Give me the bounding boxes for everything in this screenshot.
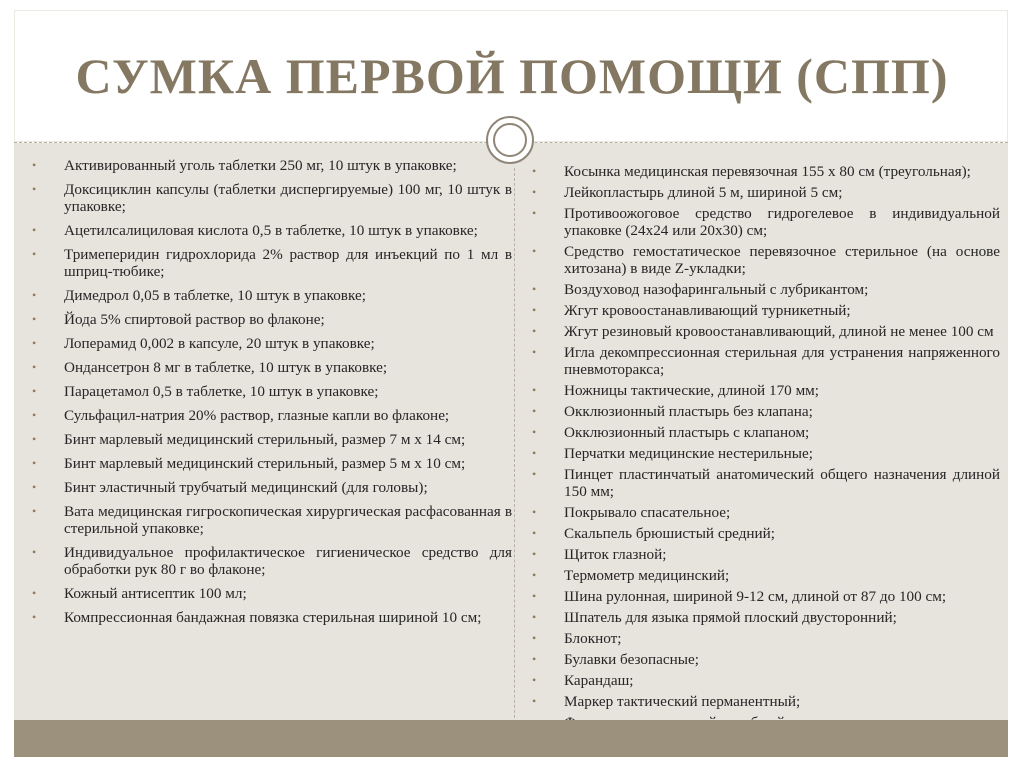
list-item — [530, 382, 1000, 399]
list-item-text: Кожный антисептик 100 мл; — [64, 585, 247, 602]
list-item-text: Противоожоговое средство гидрогелевое в индивидуальной упаковке (24х24 или 20х30) см; — [564, 205, 1000, 239]
list-item — [530, 302, 1000, 319]
bullet-icon: • — [32, 432, 37, 446]
bullet-icon: • — [532, 610, 537, 624]
list-item-text: Щиток глазной; — [564, 546, 667, 563]
bullet-icon: • — [32, 384, 37, 398]
bullet-icon: • — [532, 467, 537, 481]
list-item — [30, 407, 512, 424]
list-item — [530, 588, 1000, 605]
bullet-icon: • — [32, 408, 37, 422]
list-item-text: Термометр медицинский; — [564, 567, 730, 584]
column-divider — [514, 168, 515, 748]
slide-title: СУМКА ПЕРВОЙ ПОМОЩИ (СПП) — [75, 48, 949, 104]
bullet-icon: • — [32, 223, 37, 237]
list-item — [530, 281, 1000, 298]
list-item — [30, 585, 512, 602]
bullet-icon: • — [532, 282, 537, 296]
bullet-icon: • — [32, 288, 37, 302]
list-item-text: Шпатель для языка прямой плоский двусторонний; — [564, 609, 897, 626]
list-item-text: Косынка медицинская перевязочная 155 х 80 см (треугольная); — [564, 163, 971, 180]
list-item-text: Парацетамол 0,5 в таблетке, 10 штук в упаковке; — [64, 383, 379, 400]
bottom-bar — [14, 720, 1008, 757]
list-item-text: Ацетилсалициловая кислота 0,5 в таблетке, 10 штук в упаковке; — [64, 222, 478, 239]
list-item-text: Сульфацил-натрия 20% раствор, глазные капли во флаконе; — [64, 407, 450, 424]
bullet-icon: • — [32, 504, 37, 518]
bullet-icon: • — [32, 456, 37, 470]
list-item — [30, 287, 512, 304]
list-item — [530, 403, 1000, 420]
bullet-icon: • — [532, 446, 537, 460]
bullet-icon: • — [532, 589, 537, 603]
list-item-text: Лейкопластырь длиной 5 м, шириной 5 см; — [564, 184, 843, 201]
list-item-text: Йода 5% спиртовой раствор во флаконе; — [64, 311, 325, 328]
list-item — [30, 479, 512, 496]
list-item — [30, 181, 512, 215]
list-item — [30, 431, 512, 448]
list-item-text: Бинт марлевый медицинский стерильный, размер 5 м х 10 см; — [64, 455, 466, 472]
list-item — [530, 672, 1000, 689]
list-item-text: Окклюзионный пластырь с клапаном; — [564, 424, 810, 441]
list-item-text: Шина рулонная, шириной 9-12 см, длиной от 87 до 100 см; — [564, 588, 947, 605]
list-item — [530, 651, 1000, 668]
bullet-icon: • — [532, 425, 537, 439]
bullet-icon: • — [532, 652, 537, 666]
bullet-icon: • — [32, 312, 37, 326]
list-item-text: Ондансетрон 8 мг в таблетке, 10 штук в упаковке; — [64, 359, 388, 376]
list-item-text: Компрессионная бандажная повязка стерильная шириной 10 см; — [64, 609, 482, 626]
list-item — [530, 546, 1000, 563]
list-item-text: Булавки безопасные; — [564, 651, 699, 668]
list-item-text: Пинцет пластинчатый анатомический общего назначения длиной 150 мм; — [564, 466, 1000, 500]
list-item-text: Лоперамид 0,002 в капсуле, 20 штук в упаковке; — [64, 335, 375, 352]
list-item — [530, 163, 1000, 180]
list-item-text: Бинт эластичный трубчатый медицинский (для головы); — [64, 479, 428, 496]
list-item-text: Индивидуальное профилактическое гигиеническое средство для обработки рук 80 г во флаконе; — [64, 544, 512, 578]
list-item — [530, 445, 1000, 462]
bullet-icon: • — [532, 404, 537, 418]
bullet-icon: • — [32, 545, 37, 559]
list-item — [530, 344, 1000, 378]
bullet-icon: • — [532, 303, 537, 317]
list-item — [530, 693, 1000, 710]
list-item — [30, 246, 512, 280]
list-item-text: Жгут резиновый кровоостанавливающий, длиной не менее 100 см — [564, 323, 994, 340]
list-item — [530, 424, 1000, 441]
bullet-icon: • — [532, 324, 537, 338]
list-item — [530, 184, 1000, 201]
list-item — [530, 609, 1000, 626]
list-item — [30, 383, 512, 400]
list-item-text: Доксициклин капсулы (таблетки диспергируемые) 100 мг, 10 штук в упаковке; — [64, 181, 512, 215]
bullet-icon: • — [532, 526, 537, 540]
list-item — [530, 466, 1000, 500]
list-item — [30, 311, 512, 328]
list-item — [30, 359, 512, 376]
list-item — [30, 544, 512, 578]
list-item — [30, 609, 512, 626]
bullet-icon: • — [532, 206, 537, 220]
list-item — [530, 525, 1000, 542]
list-item-text: Перчатки медицинские нестерильные; — [564, 445, 813, 462]
bullet-icon: • — [532, 345, 537, 359]
bullet-icon: • — [32, 336, 37, 350]
bullet-icon: • — [532, 673, 537, 687]
list-item-text: Покрывало спасательное; — [564, 504, 731, 521]
list-item-text: Маркер тактический перманентный; — [564, 693, 801, 710]
list-item-text: Ножницы тактические, длиной 170 мм; — [564, 382, 820, 399]
list-item-text: Жгут кровоостанавливающий турникетный; — [564, 302, 851, 319]
bullet-icon: • — [532, 164, 537, 178]
bullet-icon: • — [532, 505, 537, 519]
bullet-icon: • — [32, 158, 37, 172]
list-item-text: Блокнот; — [564, 630, 622, 647]
list-item-text: Скальпель брюшистый средний; — [564, 525, 776, 542]
list-item-text: Карандаш; — [564, 672, 634, 689]
list-item-text: Вата медицинская гигроскопическая хирургическая расфасованная в стерильной упаковке; — [64, 503, 512, 537]
list-item — [530, 243, 1000, 277]
list-item-text: Окклюзионный пластырь без клапана; — [564, 403, 813, 420]
bullet-icon: • — [532, 547, 537, 561]
bullet-icon: • — [32, 182, 37, 196]
right-item-list — [530, 163, 1000, 735]
list-item-text: Бинт марлевый медицинский стерильный, размер 7 м х 14 см; — [64, 431, 466, 448]
list-item — [30, 503, 512, 537]
left-item-list — [30, 157, 512, 633]
bullet-icon: • — [532, 694, 537, 708]
list-item — [530, 504, 1000, 521]
list-item-text: Средство гемостатическое перевязочное стерильное (на основе хитозана) в виде Z-укладки; — [564, 243, 1000, 277]
bullet-icon: • — [532, 244, 537, 258]
bullet-icon: • — [532, 631, 537, 645]
list-item — [30, 455, 512, 472]
list-item — [530, 323, 1000, 340]
list-item-text: Димедрол 0,05 в таблетке, 10 штук в упаковке; — [64, 287, 366, 304]
bullet-icon: • — [32, 360, 37, 374]
list-item-text: Игла декомпрессионная стерильная для устранения напряженного пневмоторакса; — [564, 344, 1000, 378]
list-item — [530, 205, 1000, 239]
list-item — [30, 335, 512, 352]
bullet-icon: • — [32, 247, 37, 261]
bullet-icon: • — [32, 610, 37, 624]
list-item-text: Воздуховод назофарингальный с лубрикантом; — [564, 281, 869, 298]
list-item-text: Активированный уголь таблетки 250 мг, 10 штук в упаковке; — [64, 157, 457, 174]
list-item — [30, 222, 512, 239]
bullet-icon: • — [32, 480, 37, 494]
bullet-icon: • — [532, 383, 537, 397]
bullet-icon: • — [32, 586, 37, 600]
list-item — [30, 157, 512, 174]
bullet-icon: • — [532, 185, 537, 199]
list-item — [530, 630, 1000, 647]
list-item-text: Тримеперидин гидрохлорида 2% раствор для инъекций по 1 мл в шприц-тюбике; — [64, 246, 512, 280]
list-item — [530, 567, 1000, 584]
bullet-icon: • — [532, 568, 537, 582]
